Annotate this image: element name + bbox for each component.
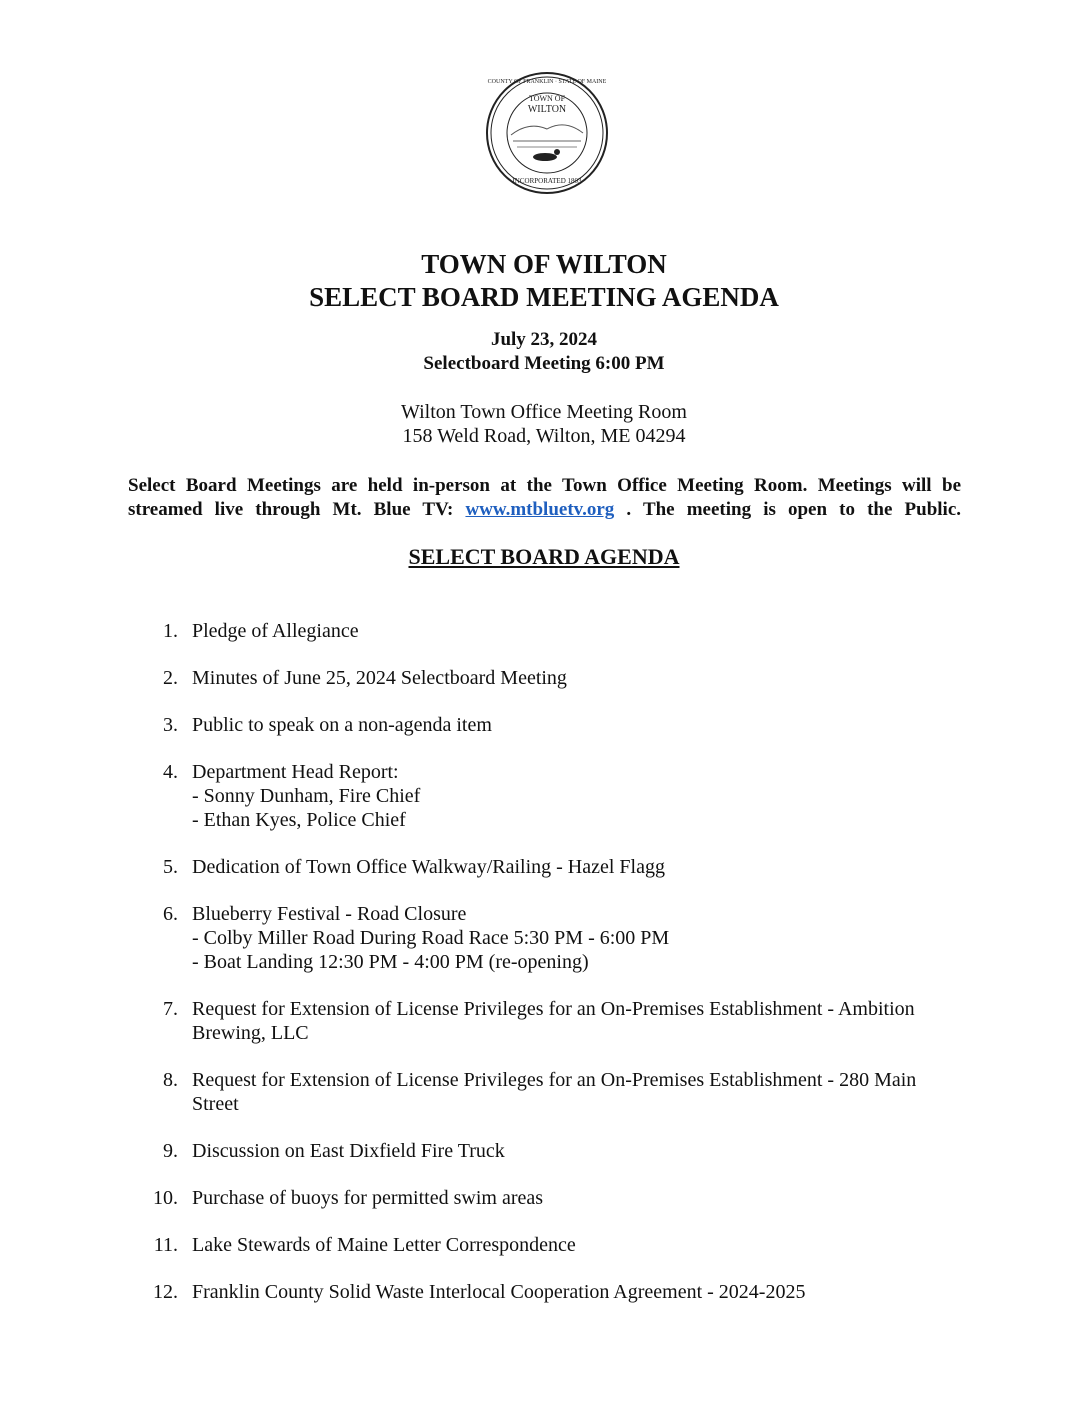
agenda-item-title: Public to speak on a non-agenda item	[192, 714, 492, 736]
title-line-2: SELECT BOARD MEETING AGENDA	[309, 282, 779, 312]
agenda-item-title: Request for Extension of License Privileges for an On-Premises Establishment - 280 Main Street	[192, 1069, 917, 1115]
agenda-item-text	[192, 713, 952, 737]
agenda-item-number: 10.	[153, 1187, 178, 1209]
agenda-item-number: 6.	[163, 903, 178, 925]
mtbluetv-link[interactable]: www.mtbluetv.org	[465, 499, 615, 520]
public-notice	[128, 474, 961, 522]
agenda-item-text	[192, 902, 952, 974]
svg-text:INCORPORATED 1803: INCORPORATED 1803	[512, 177, 582, 185]
agenda-item-title: Department Head Report:	[192, 761, 399, 783]
agenda-item-title: Dedication of Town Office Walkway/Railing - Hazel Flagg	[192, 856, 665, 878]
agenda-subitem: - Colby Miller Road During Road Race 5:30 PM - 6:00 PM	[192, 927, 670, 949]
svg-text:TOWN OF: TOWN OF	[528, 94, 566, 103]
agenda-subitem: - Ethan Kyes, Police Chief	[192, 809, 406, 831]
notice-text-end: . The meeting is open to the Public.	[626, 499, 962, 520]
meeting-time: Selectboard Meeting 6:00 PM	[423, 353, 665, 374]
agenda-item-number: 11.	[153, 1234, 178, 1256]
agenda-item	[0, 1186, 1088, 1210]
agenda-item-text	[192, 619, 952, 643]
agenda-item-title: Request for Extension of License Privileges for an On-Premises Establishment - Ambition Brewing, LLC	[192, 998, 915, 1044]
location-line-2: 158 Weld Road, Wilton, ME 04294	[402, 425, 686, 447]
agenda-item-text	[192, 855, 952, 879]
agenda-item-text	[192, 666, 952, 690]
agenda-item	[0, 1233, 1088, 1257]
agenda-item-text	[192, 1233, 952, 1257]
meeting-date: July 23, 2024	[490, 329, 598, 350]
agenda-item-title: Discussion on East Dixfield Fire Truck	[192, 1140, 505, 1162]
agenda-item-number: 7.	[163, 998, 178, 1020]
agenda-item-text	[192, 1280, 952, 1304]
agenda-item	[0, 713, 1088, 737]
agenda-item-number: 9.	[163, 1140, 178, 1162]
agenda-item	[0, 1139, 1088, 1163]
agenda-item-title: Purchase of buoys for permitted swim areas	[192, 1187, 544, 1209]
notice-text: Select Board Meetings are held in-person at the Town Office Meeting Room. Meetings will be streamed live through Mt. Blue TV:	[128, 475, 961, 520]
agenda-item-title: Franklin County Solid Waste Interlocal Cooperation Agreement - 2024-2025	[192, 1281, 806, 1303]
agenda-item-number: 2.	[163, 667, 178, 689]
agenda-item-number: 8.	[163, 1069, 178, 1091]
title-line-1: TOWN OF WILTON	[421, 249, 667, 279]
agenda-subitem: - Boat Landing 12:30 PM - 4:00 PM (re-opening)	[192, 951, 589, 973]
agenda-heading-text: SELECT BOARD AGENDA	[408, 544, 680, 569]
agenda-item	[0, 1068, 1088, 1116]
agenda-item-text	[192, 1139, 952, 1163]
agenda-item-number: 3.	[163, 714, 178, 736]
agenda-item-number: 1.	[163, 620, 178, 642]
agenda-item-title: Pledge of Allegiance	[192, 620, 359, 642]
agenda-item-number: 5.	[163, 856, 178, 878]
agenda-item	[0, 619, 1088, 643]
town-seal-logo	[485, 71, 609, 195]
meeting-location	[0, 400, 1088, 448]
svg-text:COUNTY OF FRANKLIN · STATE OF: COUNTY OF FRANKLIN · STATE OF MAINE	[487, 79, 607, 85]
agenda-item-text	[192, 1068, 952, 1116]
agenda-item-number: 12.	[153, 1281, 178, 1303]
agenda-item	[0, 902, 1088, 974]
agenda-item-text	[192, 997, 952, 1045]
agenda-item-title: Minutes of June 25, 2024 Selectboard Meeting	[192, 667, 567, 689]
agenda-item-text	[192, 760, 952, 832]
agenda-item-title: Blueberry Festival - Road Closure	[192, 903, 467, 925]
location-line-1: Wilton Town Office Meeting Room	[401, 401, 687, 423]
document-title	[0, 248, 1088, 314]
agenda-item	[0, 760, 1088, 832]
svg-text:WILTON: WILTON	[527, 104, 567, 115]
agenda-item	[0, 855, 1088, 879]
agenda-item-text	[192, 1186, 952, 1210]
agenda-item-title: Lake Stewards of Maine Letter Correspondence	[192, 1234, 576, 1256]
agenda-item	[0, 666, 1088, 690]
agenda-heading	[0, 544, 1088, 570]
agenda-item-number: 4.	[163, 761, 178, 783]
agenda-list	[0, 619, 1088, 1304]
agenda-item	[0, 997, 1088, 1045]
agenda-subitem: - Sonny Dunham, Fire Chief	[192, 785, 421, 807]
agenda-item	[0, 1280, 1088, 1304]
meeting-date-block	[0, 328, 1088, 376]
